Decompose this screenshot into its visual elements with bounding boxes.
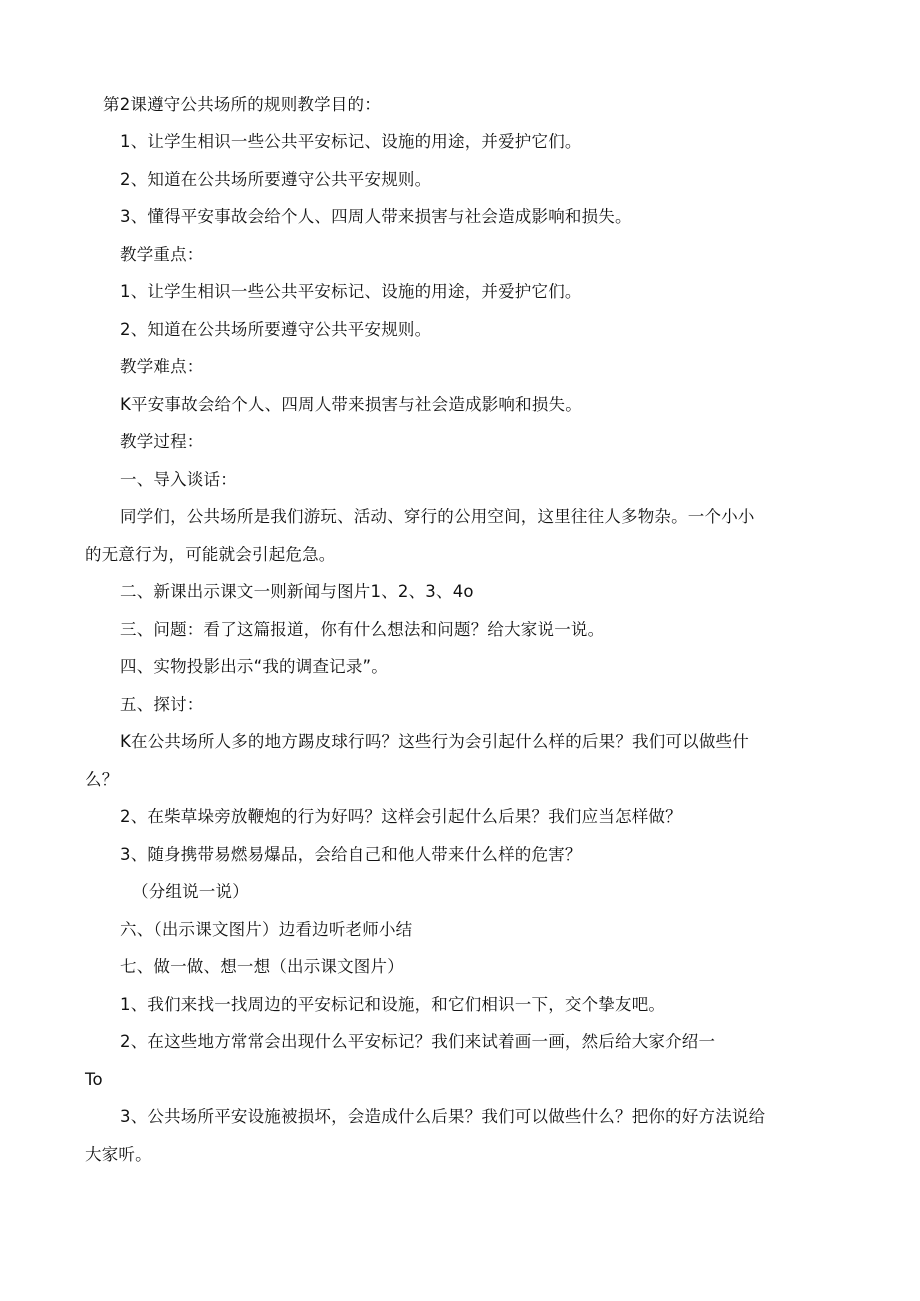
process-heading: 教学过程： [120, 432, 204, 451]
key-points-heading: 教学重点： [120, 245, 204, 264]
step-7-heading: 七、做一做、想一想（出示课文图片） [120, 957, 404, 976]
lesson-title: 第2课遵守公共场所的规则教学目的： [103, 95, 381, 114]
activity-3-cont: 大家听。 [85, 1145, 152, 1164]
step-4: 四、实物投影出示“我的调查记录”。 [120, 657, 388, 676]
key-point-1: 1、让学生相识一些公共平安标记、设施的用途，并爱护它们。 [120, 282, 582, 301]
activity-2: 2、在这些地方常常会出现什么平安标记？我们来试着画一画，然后给大家介绍一 [120, 1032, 716, 1051]
discussion-1: K在公共场所人多的地方踢皮球行吗？这些行为会引起什么样的后果？我们可以做些什 [120, 732, 749, 751]
step-5-heading: 五、探讨： [120, 695, 204, 714]
objective-3: 3、懂得平安事故会给个人、四周人带来损害与社会造成影响和损失。 [120, 207, 632, 226]
discussion-1-cont: 么？ [85, 770, 119, 789]
key-point-2: 2、知道在公共场所要遵守公共平安规则。 [120, 320, 432, 339]
step-2: 二、新课出示课文一则新闻与图片1、2、3、4o [120, 582, 474, 601]
step-1-text-cont: 的无意行为，可能就会引起危急。 [85, 545, 336, 564]
discussion-2: 2、在柴草垛旁放鞭炮的行为好吗？这样会引起什么后果？我们应当怎样做？ [120, 807, 682, 826]
activity-3: 3、公共场所平安设施被损坏，会造成什么后果？我们可以做些什么？把你的好方法说给 [120, 1107, 766, 1126]
step-3: 三、问题：看了这篇报道，你有什么想法和问题？给大家说一说。 [120, 620, 605, 639]
step-1-text: 同学们，公共场所是我们游玩、活动、穿行的公用空间，这里往往人多物杂。一个小小 [120, 507, 755, 526]
discussion-3: 3、随身携带易燃易爆品，会给自己和他人带来什么样的危害？ [120, 845, 582, 864]
step-6: 六、（出示课文图片）边看边听老师小结 [120, 920, 413, 939]
group-note: （分组说一说） [132, 882, 249, 901]
difficulty-1: K平安事故会给个人、四周人带来损害与社会造成影响和损失。 [120, 395, 582, 414]
objective-1: 1、让学生相识一些公共平安标记、设施的用途，并爱护它们。 [120, 132, 582, 151]
difficulty-heading: 教学难点： [120, 357, 204, 376]
activity-2-cont: To [85, 1070, 103, 1089]
objective-2: 2、知道在公共场所要遵守公共平安规则。 [120, 170, 432, 189]
activity-1: 1、我们来找一找周边的平安标记和设施，和它们相识一下，交个挚友吧。 [120, 995, 666, 1014]
step-1-heading: 一、导入谈话： [120, 470, 237, 489]
